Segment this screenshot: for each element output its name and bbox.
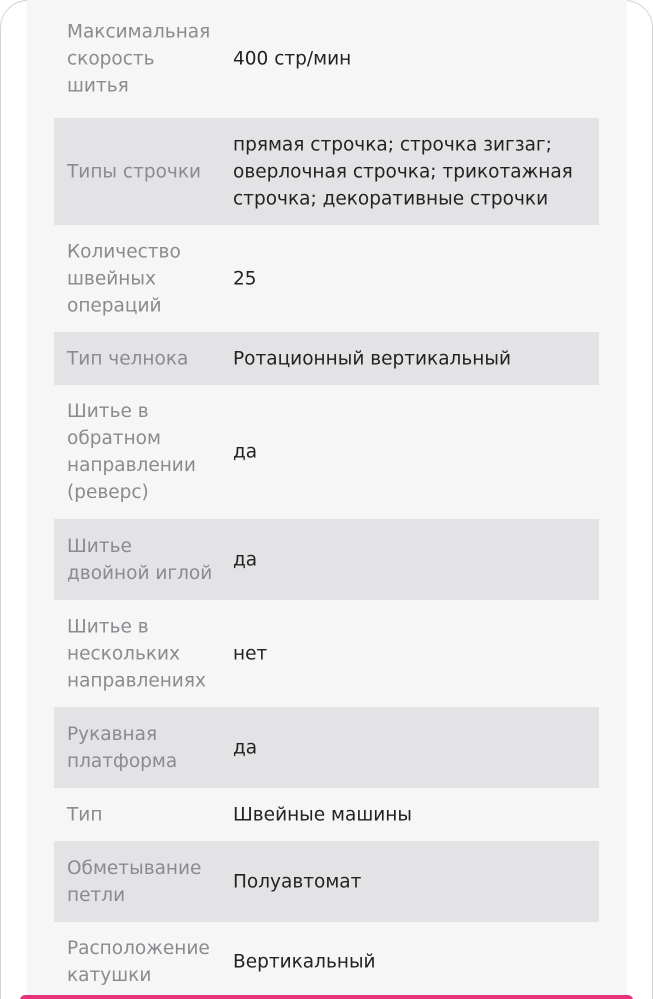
spec-value: да <box>233 737 258 758</box>
spec-value: 25 <box>233 268 257 289</box>
spec-label: Количество швейных операций <box>67 241 181 316</box>
spec-row <box>54 922 599 999</box>
spec-label: Шитье двойной иглой <box>67 535 213 584</box>
spec-value: Ротационный вертикальный <box>233 348 512 369</box>
spec-label: Шитье в обратном направлении (реверс) <box>67 401 196 503</box>
spec-row <box>54 332 599 385</box>
spec-label: Максимальная скорость шитья <box>67 21 211 97</box>
spec-value: Швейные машины <box>233 804 413 825</box>
spec-value: Полуавтомат <box>233 871 362 892</box>
spec-row <box>54 788 599 841</box>
spec-value: да <box>233 549 258 570</box>
spec-label: Расположение катушки <box>67 938 210 986</box>
spec-label: Шитье в нескольких направлениях <box>67 616 206 691</box>
spec-label: Рукавная платформа <box>67 723 178 772</box>
spec-label: Обметывание петли <box>67 857 202 906</box>
spec-value: Вертикальный <box>233 951 376 973</box>
spec-row <box>54 707 599 788</box>
spec-value: нет <box>233 643 268 664</box>
bottom-sheet-edge <box>20 995 633 999</box>
spec-value: да <box>233 441 258 463</box>
spec-row <box>54 385 599 519</box>
specs-scroll-area[interactable] <box>27 0 627 999</box>
spec-row <box>54 600 599 707</box>
spec-row <box>54 225 599 332</box>
spec-value: прямая строчка; строчка зигзаг; оверлочная строчка; трикотажная строчка; декоративные строчки <box>233 134 573 209</box>
spec-row <box>54 841 599 922</box>
spec-row <box>54 118 599 225</box>
spec-value: 400 стр/мин <box>233 48 352 70</box>
specs-table <box>54 0 599 999</box>
spec-label: Типы строчки <box>67 161 202 182</box>
spec-row <box>54 0 599 118</box>
spec-label: Тип челнока <box>67 348 189 369</box>
spec-row <box>54 519 599 600</box>
spec-label: Тип <box>67 804 103 825</box>
